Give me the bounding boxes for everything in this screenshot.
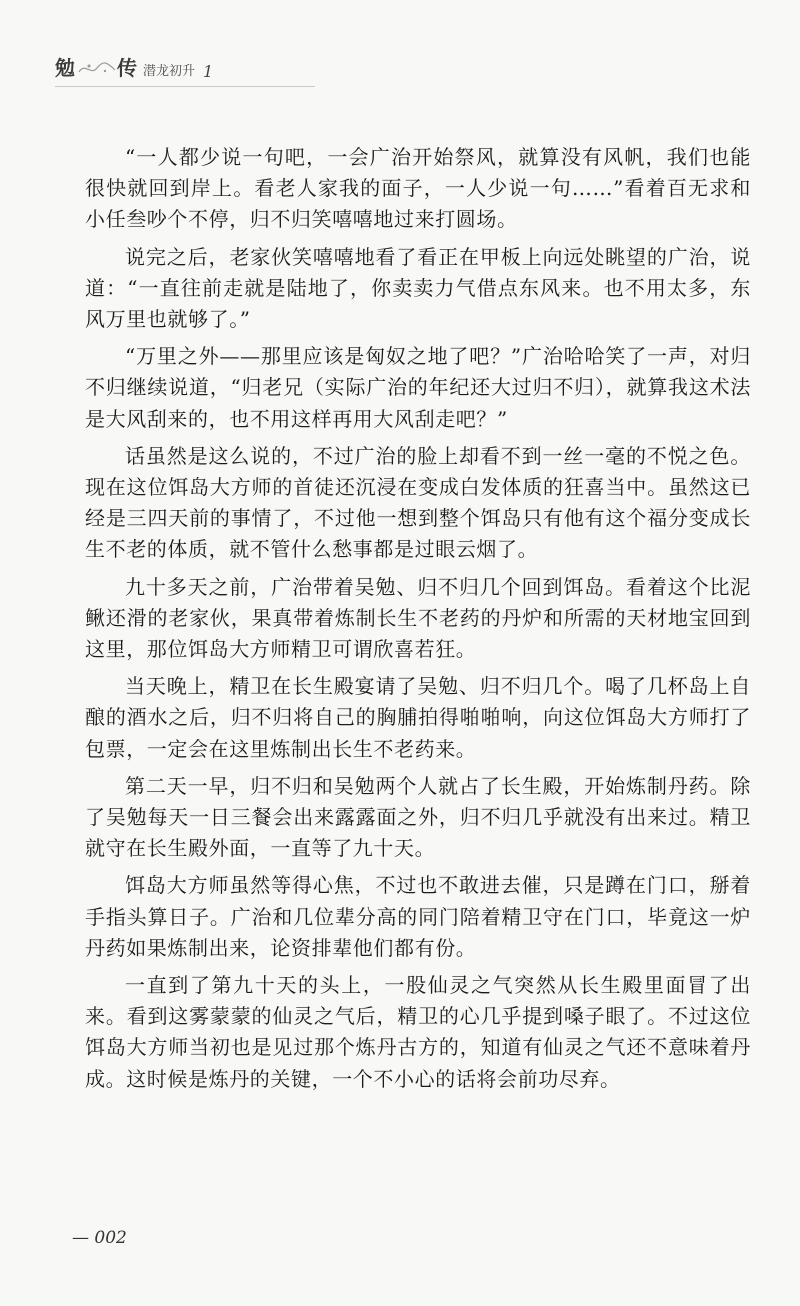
paragraph: 第二天一早，归不归和吴勉两个人就占了长生殿，开始炼制丹药。除了吴勉每天一日三餐会出来露露面之外，归不归几乎就没有出来过。精卫就守在长生殿外面，一直等了九十天。	[85, 773, 751, 861]
header-title-char-1: 勉	[55, 56, 75, 80]
decorative-swirl-icon	[77, 58, 117, 78]
header-title-char-2: 传	[117, 56, 137, 80]
paragraph: 话虽然是这么说的，不过广治的脸上却看不到一丝一毫的不悦之色。现在这位饵岛大方师的首徒还沉浸在变成白发体质的狂喜当中。虽然这已经是三四天前的事情了，不过他一想到整个饵岛只有他有这个福分变成长生不老的体质，就不管什么愁事都是过眼云烟了。	[85, 443, 751, 562]
paragraph: 一直到了第九十天的头上，一股仙灵之气突然从长生殿里面冒了出来。看到这雾蒙蒙的仙灵之气后，精卫的心几乎提到嗓子眼了。不过这位饵岛大方师当初也是见过那个炼丹古方的，知道有仙灵之气还不意味着丹成。这时候是炼丹的关键，一个不小心的话将会前功尽弃。	[85, 973, 751, 1091]
body-text	[85, 142, 751, 1101]
paragraph: “万里之外——那里应该是匈奴之地了吧？”广治哈哈笑了一声，对归不归继续说道，“归老兄（实际广治的年纪还大过归不归），就算我这术法是大风刮来的，也不用这样再用大风刮走吧？”	[85, 344, 751, 431]
paragraph: 饵岛大方师虽然等得心焦，不过也不敢进去催，只是蹲在门口，掰着手指头算日子。广治和几位辈分高的同门陪着精卫守在门口，毕竟这一炉丹药如果炼制出来，论资排辈他们都有份。	[85, 873, 751, 960]
running-header	[55, 52, 355, 92]
header-volume-number: 1	[203, 62, 214, 81]
paragraph: 当天晚上，精卫在长生殿宴请了吴勉、归不归几个。喝了几杯岛上自酿的酒水之后，归不归将自己的胸脯拍得啪啪响，向这位饵岛大方师打了包票，一定会在这里炼制出长生不老药来。	[85, 674, 751, 761]
paragraph: 九十多天之前，广治带着吴勉、归不归几个回到饵岛。看着这个比泥鳅还滑的老家伙，果真带着炼制长生不老药的丹炉和所需的天材地宝回到这里，那位饵岛大方师精卫可谓欣喜若狂。	[85, 574, 751, 662]
paragraph: “一人都少说一句吧，一会广治开始祭风，就算没有风帆，我们也能很快就回到岸上。看老人家我的面子，一人少说一句……”看着百无求和小任叁吵个不停，归不归笑嘻嘻地过来打圆场。	[85, 145, 751, 232]
paragraph: 说完之后，老家伙笑嘻嘻地看了看正在甲板上向远处眺望的广治，说道：“一直往前走就是陆地了，你卖卖力气借点东风来。也不用太多，东风万里也就够了。”	[85, 244, 751, 332]
page-number: — 002	[72, 1228, 127, 1248]
header-subtitle: 潜龙初升	[143, 64, 196, 79]
header-rule	[55, 86, 315, 87]
